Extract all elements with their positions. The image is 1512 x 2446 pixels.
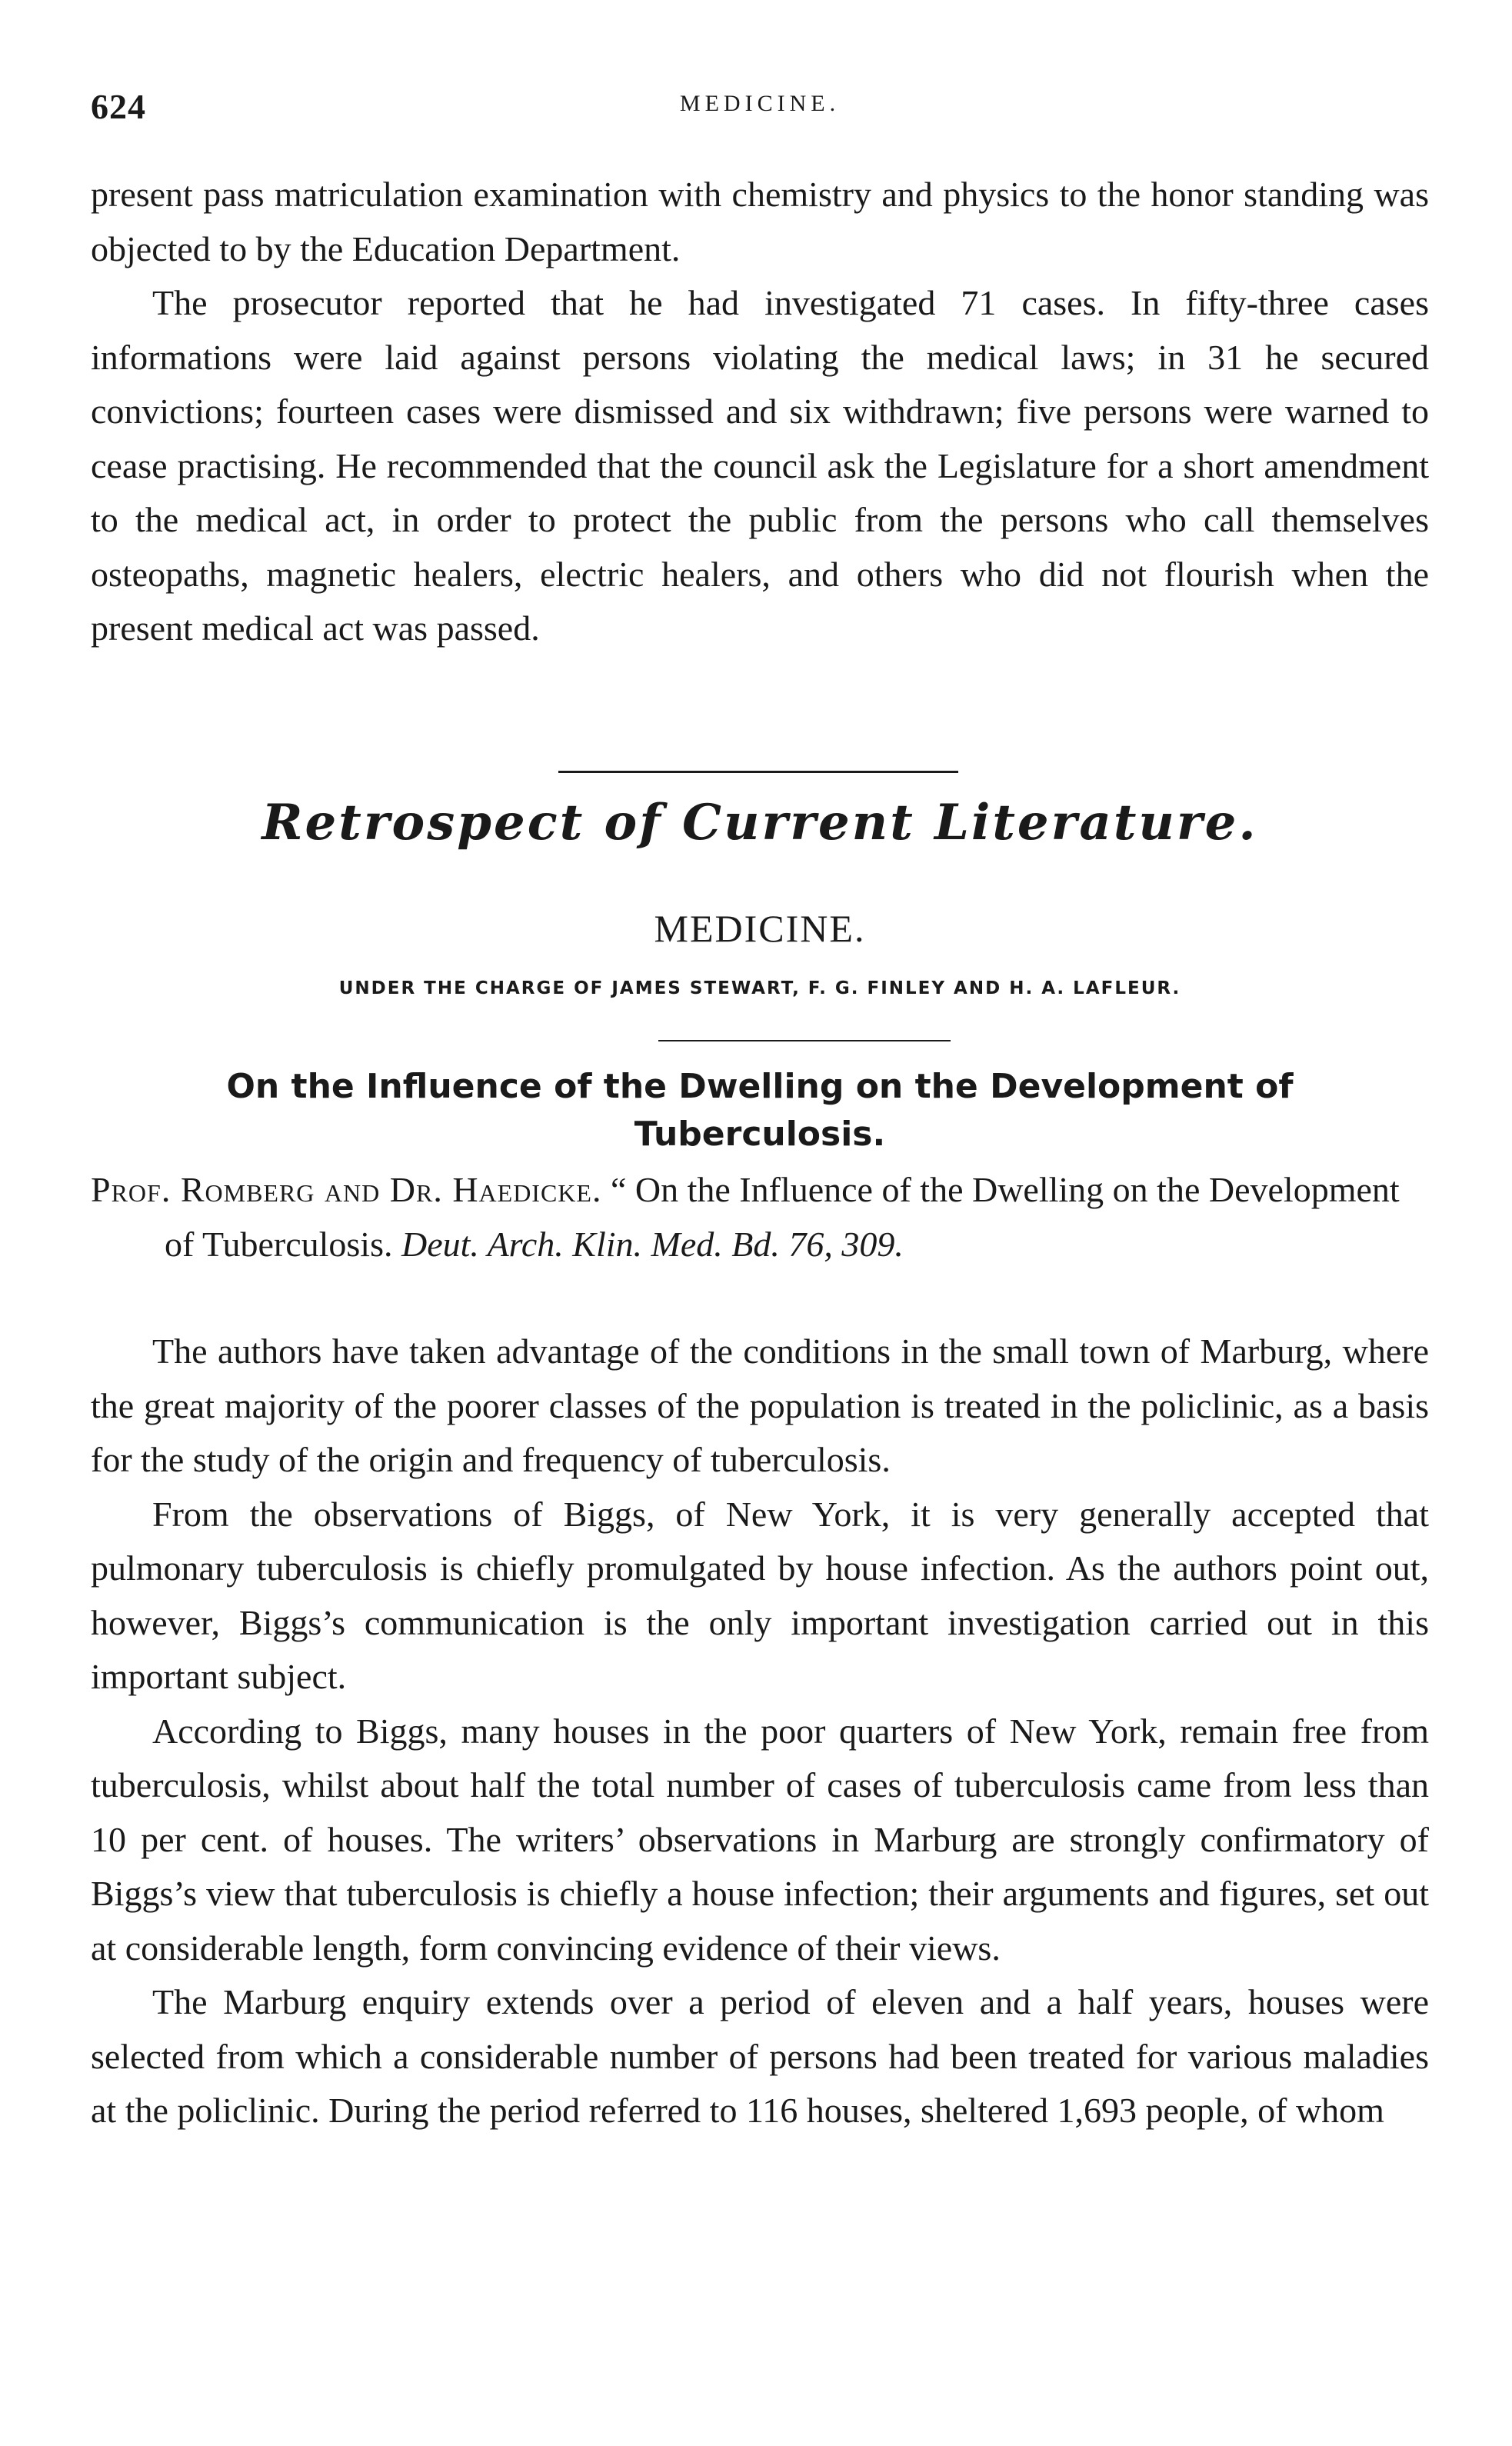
citation-line bbox=[91, 1163, 1429, 1271]
citation-authors: Prof. Romberg and Dr. Haedicke. bbox=[91, 1170, 602, 1209]
continued-text bbox=[91, 168, 1429, 656]
section-heading: Retrospect of Current Literature. bbox=[261, 794, 1258, 851]
running-head bbox=[91, 86, 1429, 140]
article-paragraph: According to Biggs, many houses in the poor quarters of New York, remain free from tuberculosis, whilst about half the total number of cases of tuberculosis came from less than 10 per cent. of houses. The writers’ observations in Marburg are strongly confirmatory of Biggs’s view that tuberculosis is chiefly a house infection; their arguments and figures, set out at considerable length, form convincing evidence of their views. bbox=[91, 1711, 1429, 1968]
article-citation bbox=[91, 1163, 1429, 1271]
prosecutor-paragraph: The prosecutor reported that he had investigated 71 cases. In fifty-three cases informations were laid against persons violating the medical laws; in 31 he secured convictions; fourteen cases were dismissed and six withdrawn; five persons were warned to cease practising. He recommended that the council ask the Legislature for a short amendment to the medical act, in order to protect the public from the persons who call themselves osteopaths, magnetic healers, electric healers, and others who did not flourish when the present medical act was passed. bbox=[91, 283, 1429, 648]
subsection-divider bbox=[658, 1040, 951, 1041]
running-title: MEDICINE. bbox=[679, 91, 841, 116]
continued-paragraph: present pass matriculation examination with chemistry and physics to the honor standing was objected to by the Education Department. bbox=[91, 175, 1429, 268]
article-paragraph: The Marburg enquiry extends over a period of eleven and a half years, houses were selected from which a considerable number of persons had been treated for various maladies at the policlinic. During the period referred to 116 houses, sheltered 1,693 people, of whom bbox=[91, 1982, 1429, 2130]
citation-source: Deut. Arch. Klin. Med. Bd. 76, 309. bbox=[401, 1224, 904, 1264]
citation-title: “ On the Influence of the Dwelling on the Development of Tuberculosis. bbox=[165, 1170, 1400, 1264]
article-title: On the Influence of the Dwelling on the Development of Tuberculosis. bbox=[226, 1067, 1294, 1154]
article-paragraph: From the observations of Biggs, of New York, it is very generally accepted that pulmonary tuberculosis is chiefly promulgated by house infection. As the authors point out, however, Biggs’s communication is the only important investigation carried out in this important subject. bbox=[91, 1494, 1429, 1696]
article-paragraph: The authors have taken advantage of the conditions in the small town of Marburg, where the great majority of the poorer classes of the population is treated in the policlinic, as a basis for the study of the origin and frequency of tuberculosis. bbox=[91, 1331, 1429, 1479]
article-body bbox=[91, 1325, 1429, 2138]
page-number: 624 bbox=[91, 87, 146, 126]
subsection-title: MEDICINE. bbox=[654, 907, 866, 950]
book-page bbox=[91, 0, 1429, 2446]
editors-line: UNDER THE CHARGE OF JAMES STEWART, F. G. FINLEY AND H. A. LAFLEUR. bbox=[338, 978, 1181, 998]
section-divider bbox=[558, 771, 958, 773]
